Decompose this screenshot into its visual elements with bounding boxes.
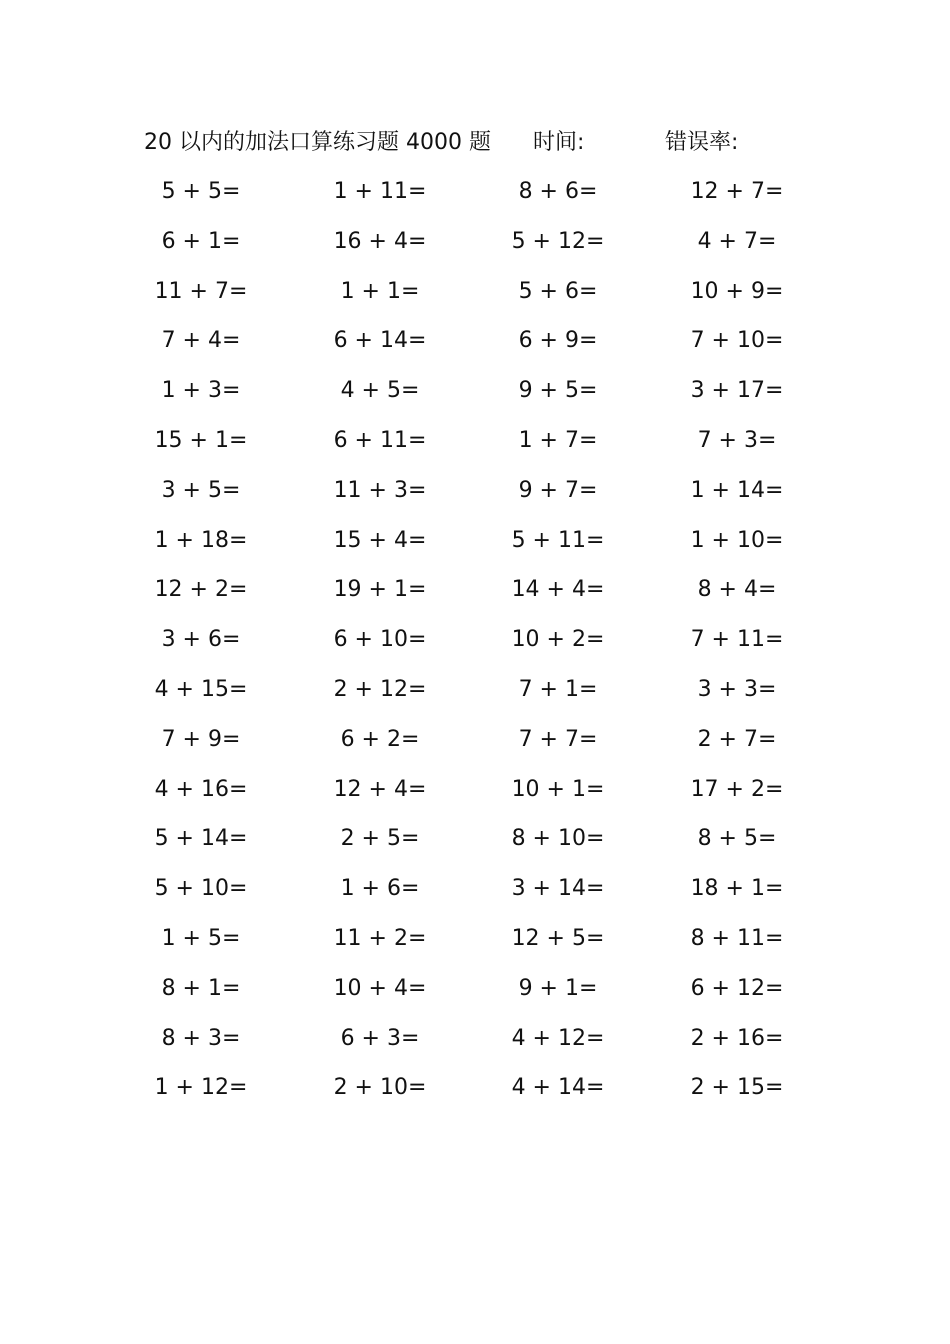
problem-item: 1 + 5=: [161, 925, 241, 951]
problem-grid: [136, 175, 816, 1121]
problem-item: 11 + 3=: [333, 477, 427, 503]
problem-row: [136, 175, 816, 225]
problem-item: 6 + 14=: [333, 328, 427, 354]
problem-item: 1 + 6=: [340, 876, 420, 902]
problem-row: [136, 623, 816, 673]
problem-item: 15 + 4=: [333, 527, 427, 553]
worksheet-title: 20 以内的加法口算练习题 4000 题: [144, 130, 491, 155]
time-label: 时间:: [533, 130, 585, 155]
problem-item: 4 + 7=: [697, 228, 777, 254]
problem-item: 7 + 7=: [518, 726, 598, 752]
problem-item: 5 + 5=: [161, 179, 241, 204]
problem-item: 2 + 12=: [333, 676, 427, 702]
problem-item: 5 + 12=: [511, 228, 605, 254]
problem-row: [136, 673, 816, 723]
problem-item: 16 + 4=: [333, 228, 427, 254]
problem-row: [136, 872, 816, 922]
problem-item: 6 + 12=: [690, 975, 784, 1001]
problem-item: 8 + 1=: [161, 975, 241, 1001]
problem-row: [136, 922, 816, 972]
problem-item: 5 + 11=: [511, 527, 605, 553]
problem-item: 4 + 15=: [154, 676, 248, 702]
problem-item: 7 + 3=: [697, 427, 777, 453]
problem-item: 12 + 5=: [511, 925, 605, 951]
problem-item: 12 + 2=: [154, 577, 248, 603]
problem-item: 9 + 7=: [518, 477, 598, 503]
problem-item: 11 + 7=: [154, 278, 248, 304]
problem-item: 3 + 14=: [511, 876, 605, 902]
problem-item: 4 + 16=: [154, 776, 248, 802]
problem-row: [136, 424, 816, 474]
problem-item: 14 + 4=: [511, 577, 605, 603]
problem-row: [136, 822, 816, 872]
problem-item: 8 + 3=: [161, 1025, 241, 1051]
problem-row: [136, 573, 816, 623]
problem-item: 4 + 5=: [340, 378, 420, 404]
problem-item: 4 + 14=: [511, 1075, 605, 1101]
problem-item: 8 + 6=: [518, 179, 598, 204]
problem-item: 10 + 1=: [511, 776, 605, 802]
problem-item: 17 + 2=: [690, 776, 784, 802]
problem-item: 5 + 10=: [154, 876, 248, 902]
problem-item: 1 + 10=: [690, 527, 784, 553]
problem-item: 6 + 3=: [340, 1025, 420, 1051]
problem-row: [136, 225, 816, 275]
problem-item: 3 + 3=: [697, 676, 777, 702]
problem-row: [136, 524, 816, 574]
problem-item: 1 + 12=: [154, 1075, 248, 1101]
problem-item: 6 + 1=: [161, 228, 241, 254]
problem-item: 2 + 10=: [333, 1075, 427, 1101]
problem-item: 7 + 4=: [161, 328, 241, 354]
problem-row: [136, 1022, 816, 1072]
problem-item: 3 + 6=: [161, 627, 241, 653]
problem-item: 7 + 11=: [690, 627, 784, 653]
problem-item: 18 + 1=: [690, 876, 784, 902]
problem-row: [136, 723, 816, 773]
problem-item: 6 + 10=: [333, 627, 427, 653]
problem-item: 10 + 4=: [333, 975, 427, 1001]
problem-item: 6 + 2=: [340, 726, 420, 752]
problem-item: 7 + 1=: [518, 676, 598, 702]
problem-item: 4 + 12=: [511, 1025, 605, 1051]
problem-item: 8 + 4=: [697, 577, 777, 603]
problem-item: 15 + 1=: [154, 427, 248, 453]
problem-item: 3 + 5=: [161, 477, 241, 503]
problem-item: 1 + 1=: [340, 278, 420, 304]
problem-item: 1 + 18=: [154, 527, 248, 553]
problem-item: 1 + 11=: [333, 179, 427, 204]
problem-row: [136, 374, 816, 424]
problem-item: 3 + 17=: [690, 378, 784, 404]
worksheet-header: [144, 127, 784, 159]
problem-item: 9 + 1=: [518, 975, 598, 1001]
problem-item: 8 + 10=: [511, 826, 605, 852]
problem-item: 12 + 7=: [690, 179, 784, 204]
problem-item: 12 + 4=: [333, 776, 427, 802]
problem-row: [136, 275, 816, 325]
problem-item: 7 + 10=: [690, 328, 784, 354]
problem-item: 8 + 11=: [690, 925, 784, 951]
problem-item: 19 + 1=: [333, 577, 427, 603]
problem-row: [136, 773, 816, 823]
problem-item: 2 + 15=: [690, 1075, 784, 1101]
problem-item: 5 + 14=: [154, 826, 248, 852]
problem-item: 6 + 11=: [333, 427, 427, 453]
problem-item: 1 + 7=: [518, 427, 598, 453]
problem-row: [136, 474, 816, 524]
problem-row: [136, 324, 816, 374]
problem-item: 6 + 9=: [518, 328, 598, 354]
problem-item: 11 + 2=: [333, 925, 427, 951]
problem-item: 2 + 5=: [340, 826, 420, 852]
problem-item: 5 + 6=: [518, 278, 598, 304]
problem-item: 10 + 2=: [511, 627, 605, 653]
problem-item: 9 + 5=: [518, 378, 598, 404]
problem-item: 2 + 16=: [690, 1025, 784, 1051]
problem-item: 1 + 3=: [161, 378, 241, 404]
error-rate-label: 错误率:: [665, 130, 739, 155]
problem-item: 1 + 14=: [690, 477, 784, 503]
problem-item: 10 + 9=: [690, 278, 784, 304]
problem-row: [136, 972, 816, 1022]
problem-item: 8 + 5=: [697, 826, 777, 852]
problem-item: 2 + 7=: [697, 726, 777, 752]
problem-row: [136, 1071, 816, 1121]
problem-item: 7 + 9=: [161, 726, 241, 752]
